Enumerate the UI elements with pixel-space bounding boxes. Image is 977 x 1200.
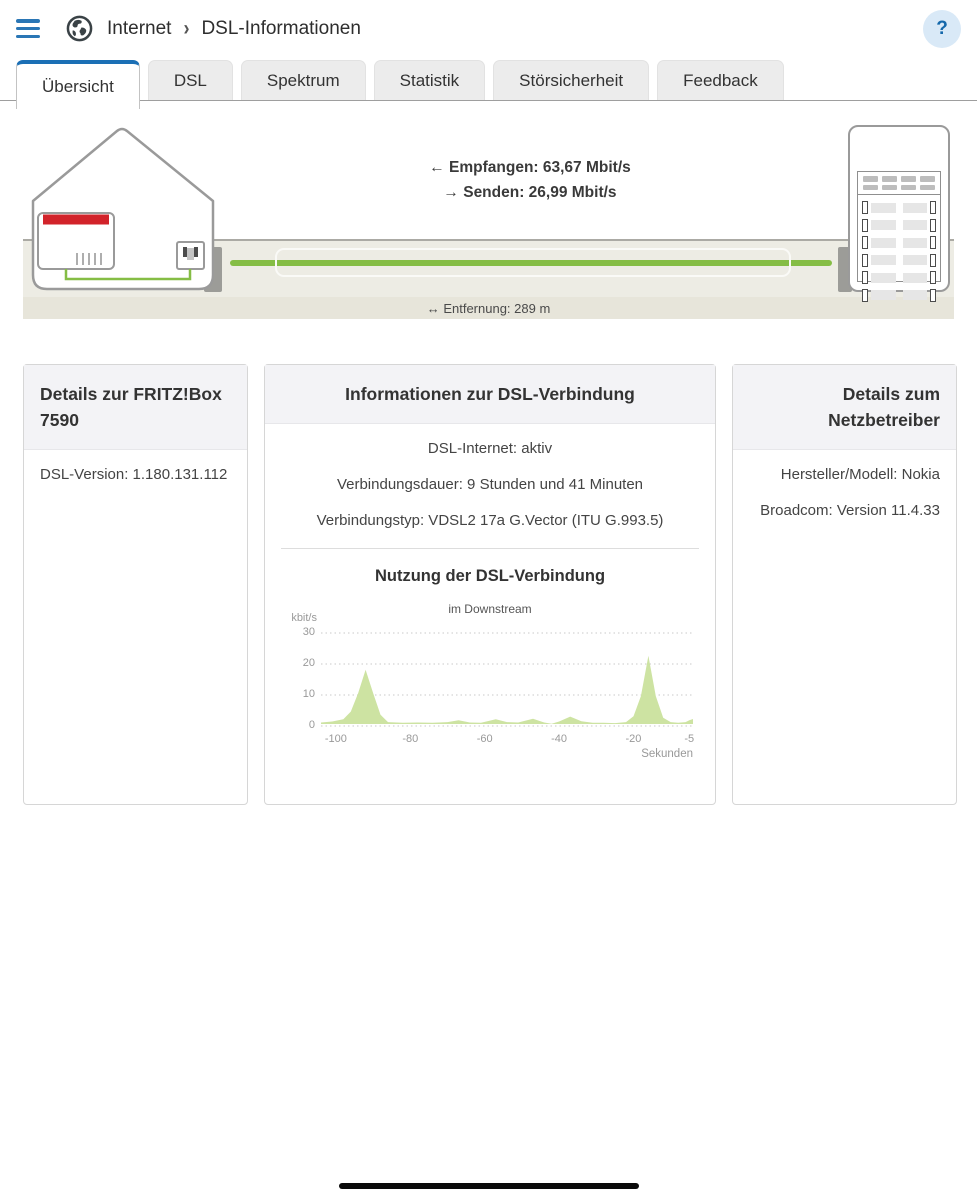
hamburger-menu-icon[interactable] [16, 19, 40, 38]
svg-text:0: 0 [308, 719, 315, 731]
card-title: Details zum Netzbetreiber [733, 365, 956, 450]
chart-subtitle: im Downstream [448, 602, 532, 616]
svg-text:-20: -20 [625, 733, 642, 745]
help-button[interactable]: ? [923, 10, 961, 48]
svg-text:-40: -40 [551, 733, 568, 745]
speed-labels [330, 155, 730, 205]
dsl-connection-illustration [0, 101, 977, 318]
tab-dsl[interactable]: DSL [148, 60, 233, 100]
svg-text:kbit/s: kbit/s [291, 612, 317, 624]
breadcrumb-section[interactable]: Internet [107, 17, 172, 39]
dsl-version-value: DSL-Version: 1.180.131.112 [40, 466, 228, 483]
dslam-cabinet-icon [848, 125, 950, 292]
svg-text:30: 30 [302, 626, 315, 638]
cabinet-vent-grid [858, 172, 940, 195]
distance-strip [23, 297, 954, 319]
chevron-right-icon: › [183, 15, 190, 40]
cable-duct [275, 248, 791, 277]
tab-bar [0, 57, 977, 101]
receive-rate-label: ← Empfangen: 63,67 Mbit/s [429, 159, 631, 176]
tab-statistik[interactable]: Statistik [374, 60, 486, 100]
send-rate-label: → Senden: 26,99 Mbit/s [443, 184, 617, 201]
chart-title: Nutzung der DSL-Verbindung [374, 567, 606, 585]
globe-icon [66, 15, 93, 42]
cabinet-port-rows [858, 195, 940, 308]
wall-socket-icon [177, 242, 204, 269]
tab-spektrum[interactable]: Spektrum [241, 60, 366, 100]
connection-duration: Verbindungsdauer: 9 Stunden und 41 Minuten [336, 476, 644, 493]
fritzbox-router-icon [38, 213, 114, 269]
top-bar [0, 0, 977, 57]
breadcrumb-page: DSL-Informationen [201, 17, 361, 39]
svg-text:Sekunden: Sekunden [641, 748, 693, 760]
svg-text:-5: -5 [684, 733, 695, 745]
info-cards-row [23, 364, 954, 805]
tab-feedback[interactable]: Feedback [657, 60, 784, 100]
distance-label: ↔ Entfernung: 289 m [426, 300, 551, 316]
house-icon [30, 125, 216, 292]
svg-text:10: 10 [302, 688, 315, 700]
svg-text:-60: -60 [476, 733, 493, 745]
home-indicator-bar[interactable] [339, 1183, 639, 1189]
operator-vendor-model: Hersteller/Modell: Nokia [780, 466, 940, 483]
tab-stoersicherheit[interactable]: Störsicherheit [493, 60, 649, 100]
section-divider [281, 548, 699, 549]
card-network-operator [732, 364, 957, 805]
svg-text:20: 20 [302, 657, 315, 669]
card-dsl-connection-info [264, 364, 716, 805]
dsl-internet-status: DSL-Internet: aktiv [427, 440, 553, 457]
card-title: Informationen zur DSL-Verbindung [265, 365, 715, 424]
tab-uebersicht[interactable]: Übersicht [16, 60, 140, 109]
card-fritzbox-details [23, 364, 248, 805]
operator-firmware-version: Broadcom: Version 11.4.33 [760, 502, 940, 519]
card-title: Details zur FRITZ!Box 7590 [24, 365, 247, 450]
svg-text:-100: -100 [324, 733, 347, 745]
dsl-usage-area-chart [281, 612, 699, 770]
svg-text:-80: -80 [402, 733, 419, 745]
connection-type: Verbindungstyp: VDSL2 17a G.Vector (ITU G.993.5) [316, 512, 664, 529]
